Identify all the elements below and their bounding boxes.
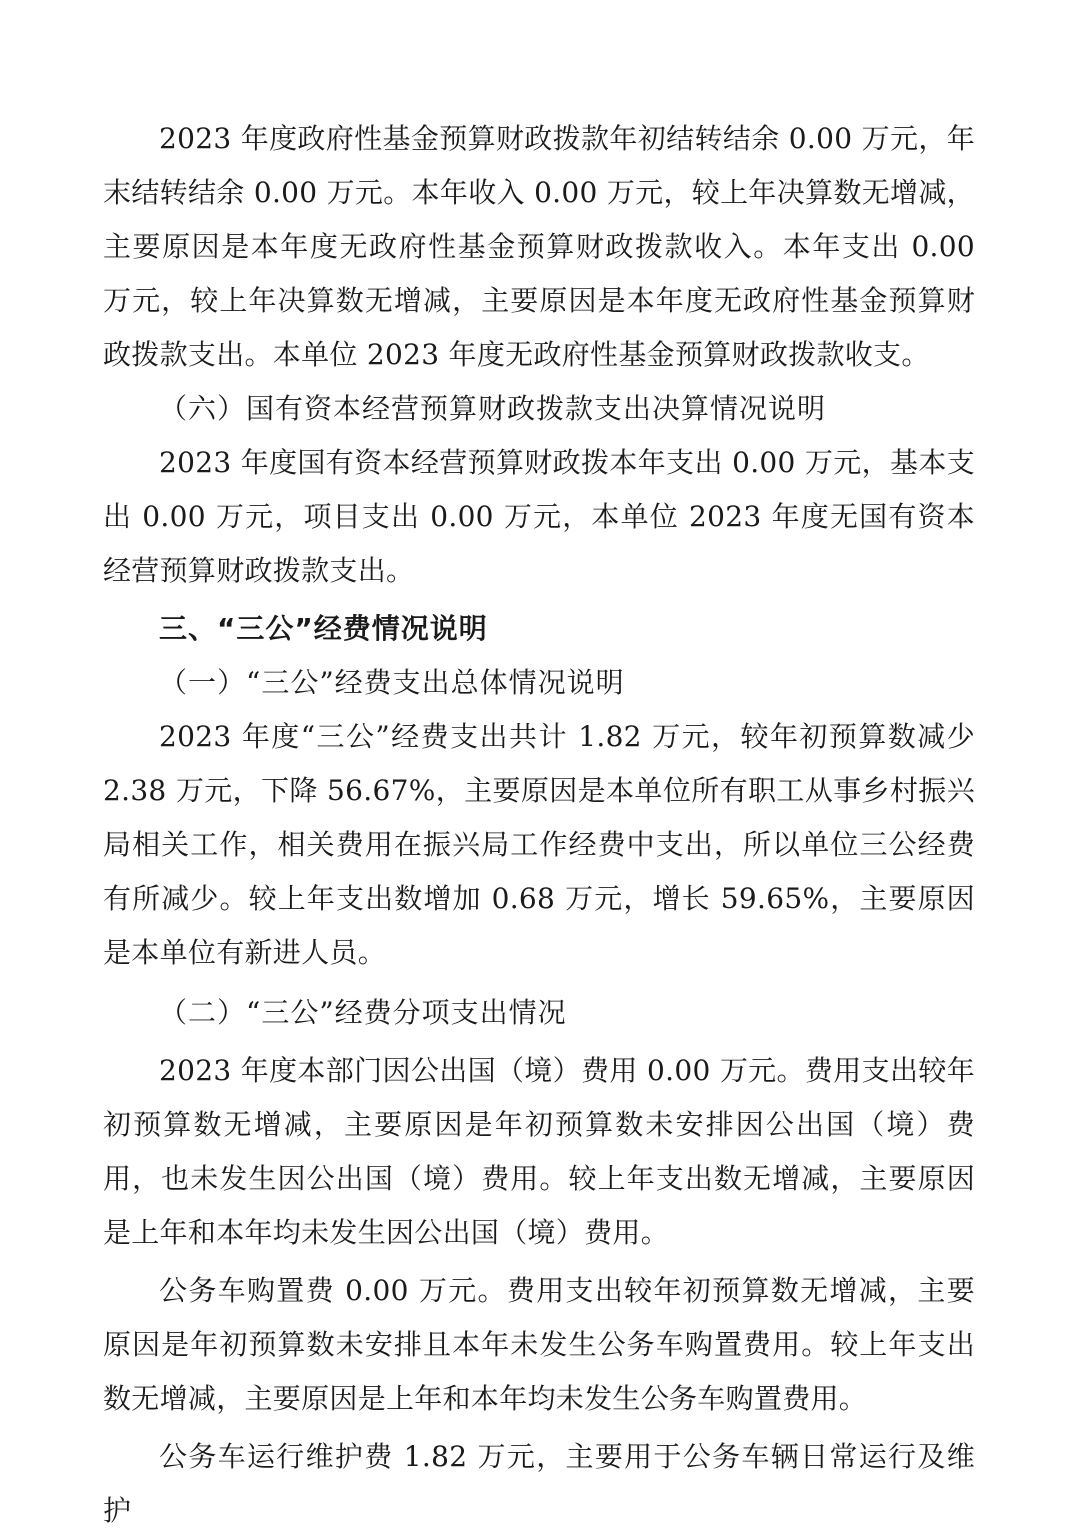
paragraph-overall-expenses: 2023 年度“三公”经费支出共计 1.82 万元，较年初预算数减少 2.38 万元，下降 56.67%，主要原因是本单位所有职工从事乡村振兴局相关工作，相关费用在振兴局工作经费中支出，所以单位三公经费有所减少。较上年支出数增加 0.68 万元，增长 59.65%，主要原因是本单位有新进人员。 <box>103 720 975 969</box>
paragraph-vehicle-purchase: 公务车购置费 0.00 万元。费用支出较年初预算数无增减，主要原因是年初预算数未安排且本年未发生公务车购置费用。较上年支出数无增减，主要原因是上年和本年均未发生公务车购置费用。 <box>103 1274 975 1415</box>
heading-state-capital-budget: （六）国有资本经营预算财政拨款支出决算情况说明 <box>159 392 827 425</box>
heading-overall-expenses: （一）“三公”经费支出总体情况说明 <box>159 666 625 699</box>
paragraph-state-capital-budget: 2023 年度国有资本经营预算财政拨本年支出 0.00 万元，基本支出 0.00 万元，项目支出 0.00 万元，本单位 2023 年度无国有资本经营预算财政拨款支出。 <box>103 446 975 587</box>
paragraph-vehicle-maintenance: 公务车运行维护费 1.82 万元，主要用于公务车辆日常运行及维护 <box>103 1440 975 1527</box>
heading-three-public-expenses: 三、“三公”经费情况说明 <box>159 612 488 645</box>
paragraph-government-fund: 2023 年度政府性基金预算财政拨款年初结转结余 0.00 万元，年末结转结余 0.00 万元。本年收入 0.00 万元，较上年决算数无增减，主要原因是本年度无政府性基金预算财政拨款收入。本年支出 0.00 万元，较上年决算数无增减，主要原因是本年度无政府性基金预算财政拨款支出。本单位 2023 年度无政府性基金预算财政拨款收支。 <box>103 122 975 371</box>
paragraph-overseas-travel: 2023 年度本部门因公出国（境）费用 0.00 万元。费用支出较年初预算数无增减，主要原因是年初预算数未安排因公出国（境）费用，也未发生因公出国（境）费用。较上年支出数无增减，主要原因是上年和本年均未发生因公出国（境）费用。 <box>103 1054 975 1249</box>
heading-itemized-expenses: （二）“三公”经费分项支出情况 <box>159 996 567 1029</box>
document-page <box>103 112 975 1538</box>
